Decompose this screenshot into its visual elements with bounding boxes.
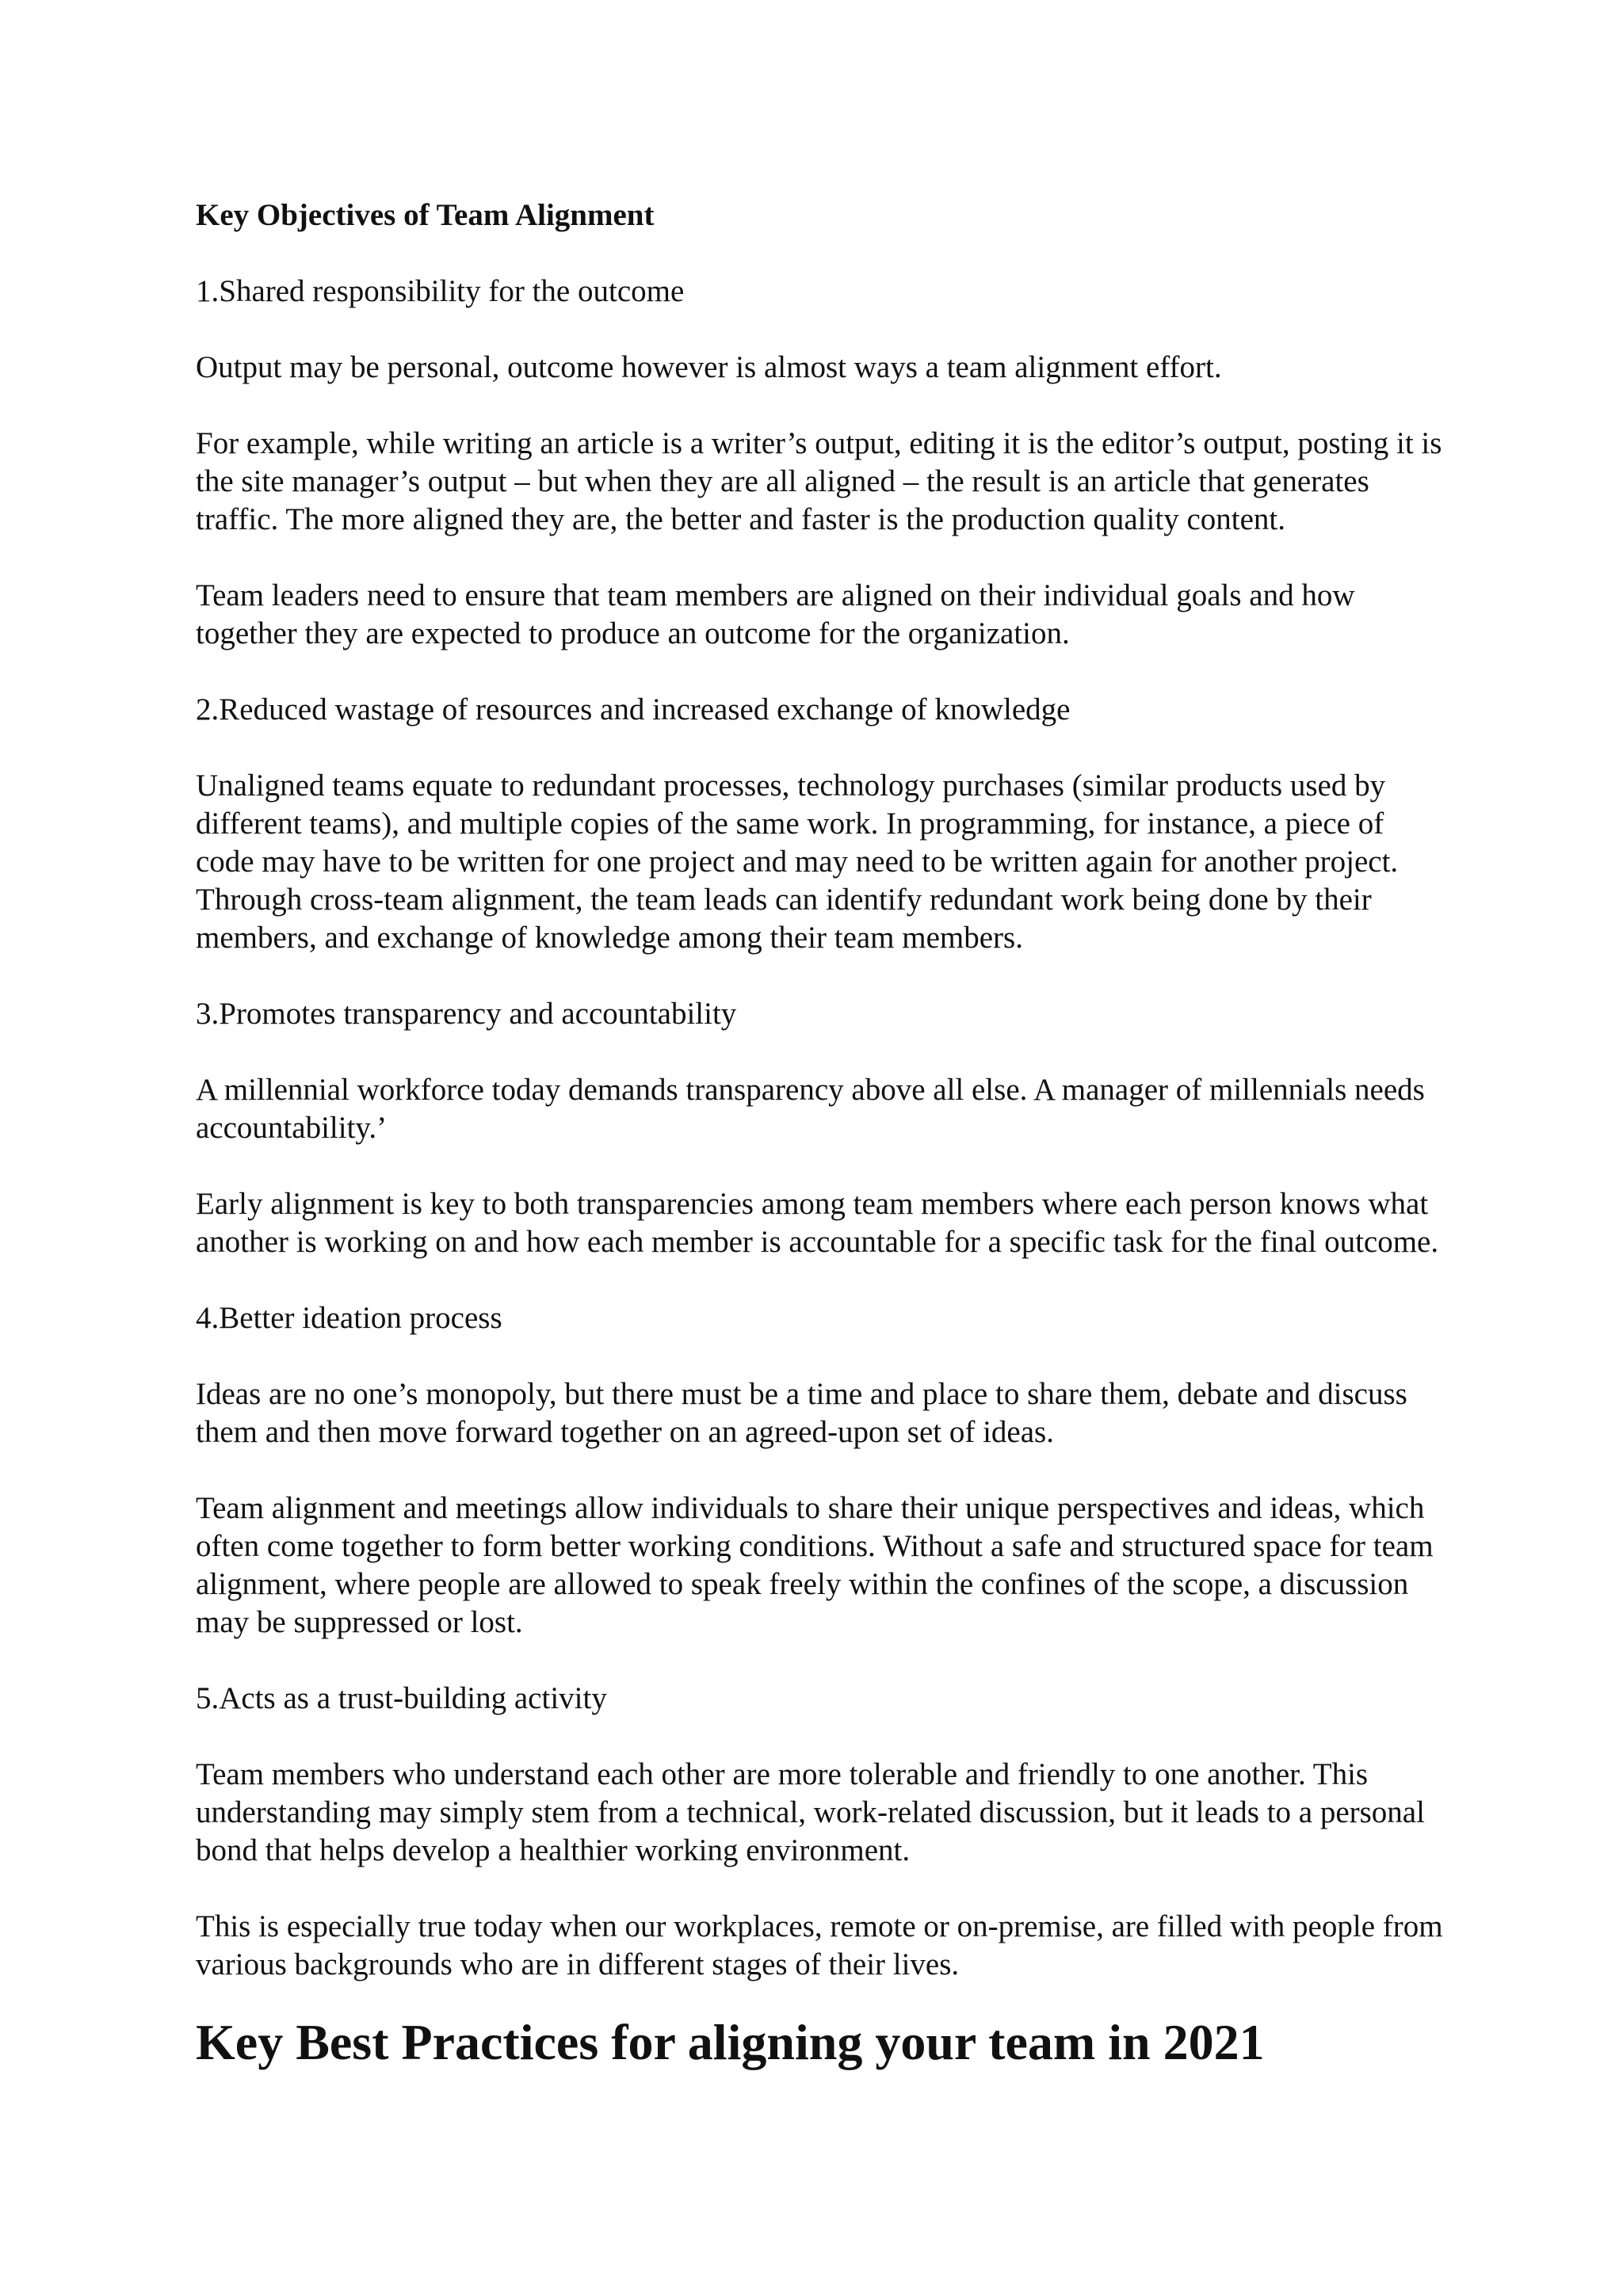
objective-1-paragraph-3: Team leaders need to ensure that team members are aligned on their individual goals and how together they are expected to produce an outcome for the organization. (196, 578, 1355, 650)
objective-4-paragraph-2: Team alignment and meetings allow individuals to share their unique perspectives and ideas, which often come together to form better working conditions. Without a safe and structured space for team alignment, where people are allowed to speak freely within the confines of the scope, a discussion may be suppressed or lost. (196, 1491, 1434, 1639)
objective-heading-4: 4.Better ideation process (196, 1301, 502, 1335)
objective-3-paragraph-1: A millennial workforce today demands transparency above all else. A manager of millennials needs accountability.’ (196, 1073, 1425, 1145)
objective-1-paragraph-1: Output may be personal, outcome however is almost ways a team alignment effort. (196, 350, 1222, 384)
objective-2-paragraph-1: Unaligned teams equate to redundant processes, technology purchases (similar products used by different teams), and multiple copies of the same work. In programming, for instance, a piece of code may have to be written for one project and may need to be written again for another project. Through cross-team alignment, the team leads can identify redundant work being done by their members, and exchange of knowledge among their team members. (196, 769, 1399, 955)
document-page (196, 196, 1448, 2073)
section-title: Key Objectives of Team Alignment (196, 198, 655, 232)
objective-3-paragraph-2: Early alignment is key to both transparencies among team members where each person knows what another is working on and how each member is accountable for a specific task for the final outcome. (196, 1187, 1439, 1259)
objective-5-paragraph-1: Team members who understand each other are more tolerable and friendly to one another. This understanding may simply stem from a technical, work-related discussion, but it leads to a personal bond that helps develop a healthier working environment. (196, 1757, 1425, 1867)
next-section-heading: Key Best Practices for aligning your team in 2021 (196, 2014, 1265, 2070)
objective-5-paragraph-2: This is especially true today when our workplaces, remote or on-premise, are filled with people from various backgrounds who are in different stages of their lives. (196, 1909, 1443, 1981)
objective-heading-5: 5.Acts as a trust-building activity (196, 1681, 607, 1715)
objective-4-paragraph-1: Ideas are no one’s monopoly, but there must be a time and place to share them, debate and discuss them and then move forward together on an agreed-upon set of ideas. (196, 1377, 1407, 1449)
objective-1-paragraph-2: For example, while writing an article is a writer’s output, editing it is the editor’s output, posting it is the site manager’s output – but when they are all aligned – the result is an article that generates traffic. The more aligned they are, the better and faster is the production quality content. (196, 426, 1442, 536)
objective-heading-2: 2.Reduced wastage of resources and increased exchange of knowledge (196, 692, 1071, 727)
objective-heading-1: 1.Shared responsibility for the outcome (196, 274, 685, 308)
objective-heading-3: 3.Promotes transparency and accountability (196, 997, 737, 1031)
